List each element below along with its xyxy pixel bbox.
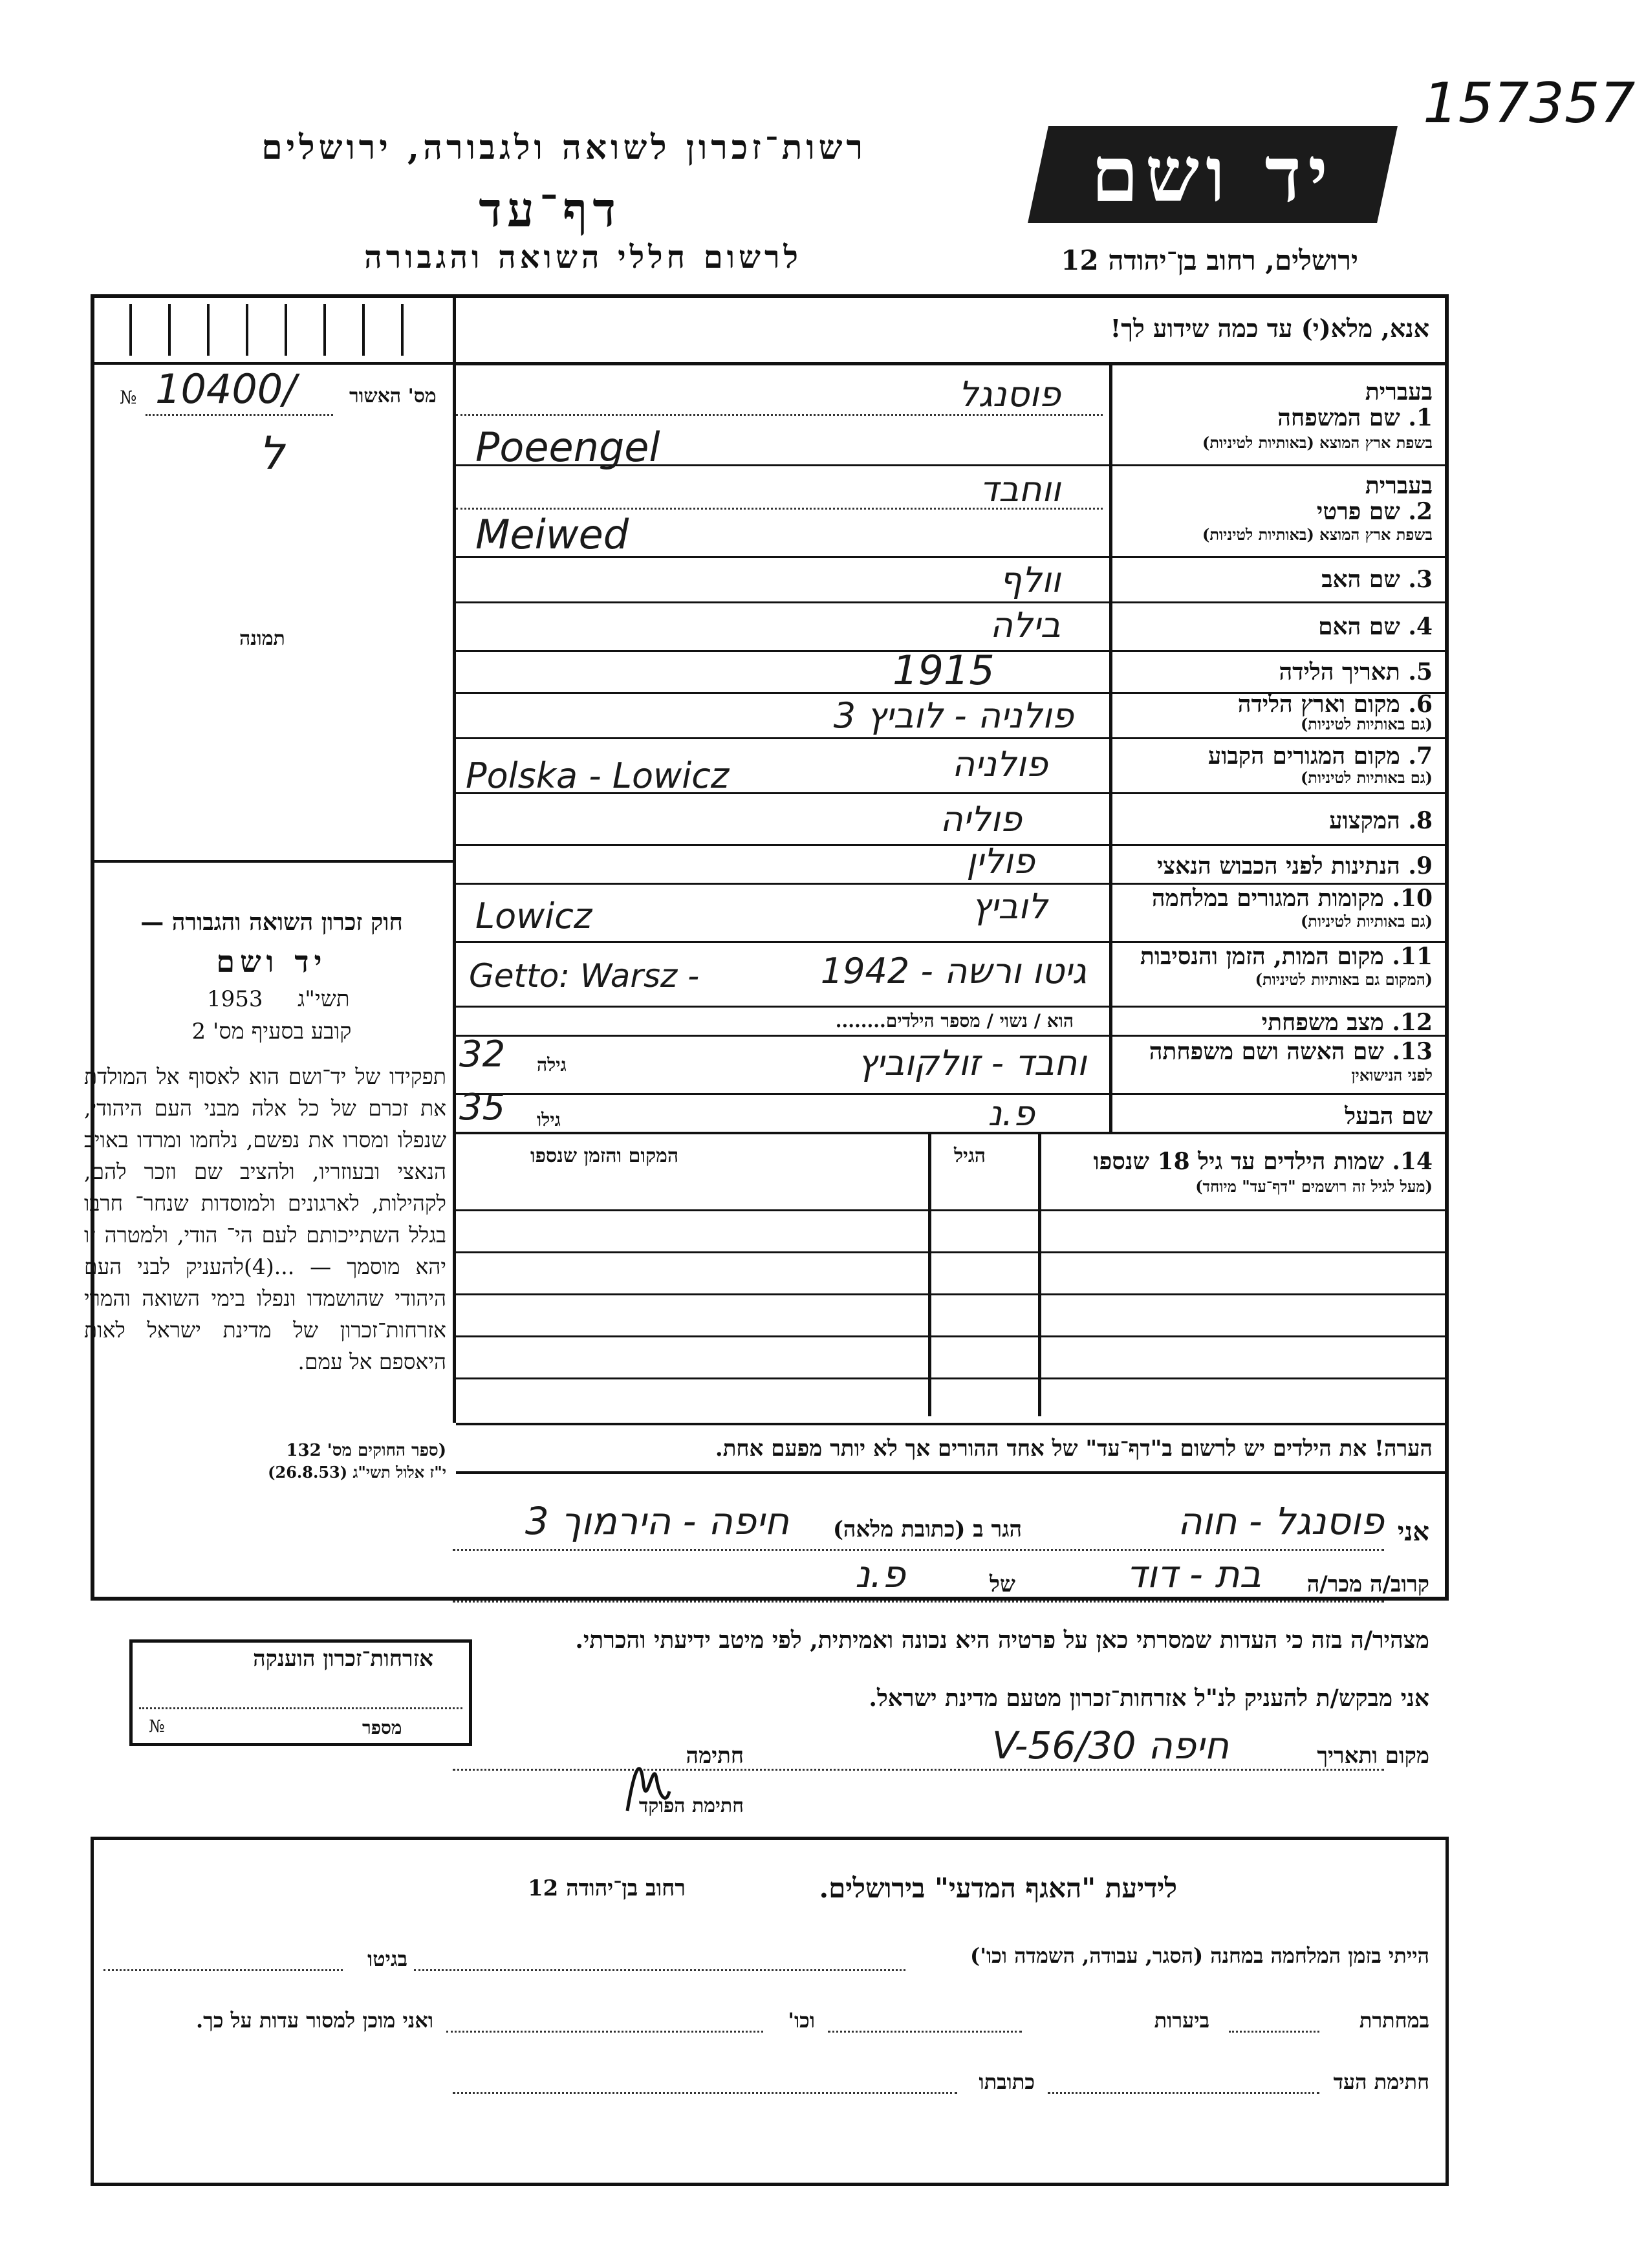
row-divider (456, 737, 1449, 739)
law-section: קובע בסעיף מס' 2 (191, 1019, 352, 1044)
approval-label: מס' האשור (349, 385, 437, 407)
field-label-surname: 1. שם המשפחה (1277, 404, 1433, 431)
children-row (456, 1209, 1449, 1211)
citizenship: פולין (966, 841, 1035, 881)
box-tick (129, 304, 132, 356)
signature-label: חתימה (686, 1743, 744, 1769)
children-title: 14. שמות הילדים עד גיל 18 שנספו (1093, 1148, 1433, 1175)
declarant-address: חיפה - הירמוך 3 (525, 1499, 789, 1543)
bottom-line2-field-c (446, 2031, 763, 2033)
birth-date: 1915 (893, 647, 995, 694)
children-row (456, 1335, 1449, 1337)
approval-divider (91, 362, 453, 365)
bottom-line3-b: כתובתו (979, 2069, 1035, 2094)
relation-label: קרוב/ה מכר/ה (1306, 1571, 1429, 1597)
logo-text: יד ושם (1090, 129, 1335, 219)
law-year: 1953 (207, 986, 263, 1012)
children-col-divider (928, 1132, 931, 1416)
request: אני מבקש/ת להעניק לנ"ל אזרחות־זכרון מטעם מדינת ישראל. (869, 1685, 1429, 1712)
children-note: הערה! את הילדים יש לרשום ב"דף־עד" של אחד ההורים אך לא יותר מפעם אחת. (715, 1436, 1433, 1462)
birthplace: פולניה - לוביץ 3 (833, 695, 1074, 736)
bottom-line2-a: במחתרת (1359, 2008, 1429, 2033)
husband-age-label: גילו (537, 1109, 561, 1130)
approval-line (146, 414, 333, 416)
officer-signature (621, 1746, 673, 1817)
row-divider (456, 1132, 1449, 1134)
bottom-line2-field-b (828, 2031, 1022, 2033)
of-label: של (990, 1571, 1015, 1597)
commemoration-title: אזרחות־זכרון הוענקה (253, 1646, 433, 1672)
bottom-line2-c: וכו' (788, 2008, 815, 2033)
husband-name: פ.נ (988, 1093, 1035, 1134)
marital-status: הוא / נשוי / מספר הילדים........ (835, 1010, 1074, 1031)
field-label-birthplace: 6. מקום וארץ הלידה (1237, 691, 1433, 718)
field-label-father: 3. שם האב (1321, 566, 1433, 593)
commemoration-number-prefix: № (149, 1717, 165, 1736)
surname-latin: Poeengel (475, 424, 660, 471)
husband-age: 35 (459, 1086, 506, 1129)
children-row (456, 1377, 1449, 1379)
declarant-line (453, 1549, 1384, 1551)
place-date-value: חיפה 30/V-56 (991, 1723, 1229, 1767)
note-divider (456, 1471, 1449, 1474)
wartime-residence-latin: Lowicz (475, 896, 592, 936)
box-tick (401, 304, 404, 356)
bottom-line1-b: בגיטו (367, 1947, 407, 1971)
box-tick (362, 304, 365, 356)
row-divider (456, 1006, 1449, 1008)
children-place-col: המקום והזמן שנספו (530, 1145, 679, 1167)
wife-age-label: גילה (537, 1054, 567, 1075)
death-latin: Getto: Warsz - (469, 957, 700, 995)
children-sub: (מעל לגיל זה רושמים "דף־עד" מיוחד) (1195, 1177, 1433, 1196)
bottom-address: רחוב בן־יהודה 12 (527, 1875, 686, 1901)
row-divider (456, 601, 1449, 603)
law-text: תפקידו של יד־ושם הוא לאסוף אל המולדת את זכרם של כל אלה מבני העם היהודי, שנפלו ומסרו את נפשם, נלחמו ומרדו באויב הנאצי ובעוזריו, ולהציב שם וזכר להם, לקהילות, לארגונים ולמוסדות שנחר־ חרבו בגלל השתייכותם לעם הי־ הודי, ולמטרה זו יהא מוסמך — ...(4)להעניק לבני העם היהודי שהושמדו ונפלו בימי השואה והמרי אזרחות־זכרון של מדינת ישראל לאות היאספם אל עמם. (84, 1064, 446, 1374)
statement: מצהיר/ה בזה כי העדות שמסרתי כאן על פרטיה היא נכונה ואמיתית, לפי מיטב ידיעתי והכרתי. (575, 1626, 1429, 1654)
first-name-hebrew: ווחבד (979, 469, 1061, 510)
field-label-wartime-residence: 10. מקומות המגורים במלחמה (1151, 885, 1433, 912)
lang-he-2: בעברית (1365, 472, 1433, 499)
profession: פוליה (940, 799, 1022, 839)
father-name: וולף (999, 559, 1061, 600)
surname-line (456, 414, 1103, 416)
instruction-divider (453, 362, 1449, 365)
of-value: פ.נ (855, 1552, 905, 1596)
page-title: דף־עד (479, 182, 621, 238)
wife-name: וחבד - זולקוביץ (857, 1042, 1087, 1083)
bottom-line2-d: ואני מוכן למסור עדות על כך. (195, 2008, 433, 2033)
children-bottom (456, 1423, 1449, 1425)
bottom-title: לידיעת "האגף המדעי" בירושלים. (819, 1872, 1177, 1904)
relation-line (453, 1601, 1384, 1603)
instruction: אנא, מלא(י) עד כמה שידוע לך! (1110, 314, 1429, 343)
reference-number: 157357 (1423, 71, 1635, 136)
field-label-wife: 13. שם האשה ושם משפחתה (1149, 1038, 1433, 1065)
declarant-name: פוסנגל - חוה (1177, 1499, 1384, 1543)
residence-hebrew: פולניה (951, 744, 1048, 784)
bottom-line3-a: חתימת העד (1333, 2069, 1429, 2094)
box-tick (168, 304, 171, 356)
label-column-divider (1109, 362, 1112, 1132)
field-sub-wife: לפני הנישואין (1351, 1066, 1433, 1085)
authority-name: רשות־זכרון לשואה ולגבורה, ירושלים (261, 128, 867, 167)
children-row (456, 1293, 1449, 1295)
field-label-residence: 7. מקום המגורים הקבוע (1207, 742, 1433, 770)
address: ירושלים, רחוב בן־יהודה 12 (1061, 244, 1358, 276)
field-label-mother: 4. שם האם (1318, 613, 1433, 640)
law-name: יד ושם (216, 944, 327, 979)
photo-divider (91, 860, 453, 863)
wife-age: 32 (459, 1033, 506, 1075)
lang-he-1: בעברית (1365, 378, 1433, 405)
children-age-col: הגיל (954, 1145, 986, 1167)
mother-name: בילה (990, 605, 1061, 645)
bottom-line2-b: ביערות (1154, 2008, 1209, 2033)
law-citation-date: י"ז אלול תשי"ג (26.8.53) (268, 1463, 446, 1482)
box-tick (246, 304, 248, 356)
commemoration-number-label: מספר (362, 1717, 402, 1738)
field-label-marital: 12. מצב משפחתי (1261, 1009, 1433, 1036)
bottom-line1-a: הייתי בזמן המלחמה במחנה (הסגר, עבודה, השמדה וכו') (970, 1943, 1429, 1968)
bottom-line2-field-a (1229, 2031, 1319, 2033)
residence-latin: Polska - Lowicz (466, 755, 730, 796)
law-title: חוק זכרון השואה והגבורה — (140, 909, 403, 936)
bottom-line1-end (103, 1969, 343, 1971)
relation-value: בת - דוד (1126, 1552, 1261, 1596)
bottom-line3-field-a (1048, 2092, 1319, 2094)
box-tick (323, 304, 326, 356)
children-col-divider (1038, 1132, 1041, 1416)
row-divider (456, 1093, 1449, 1095)
death-hebrew: גיטו ורשה - 1942 (820, 951, 1087, 991)
law-year-he: תשי"ג (298, 986, 350, 1012)
box-tick (207, 304, 210, 356)
box-tick (285, 304, 287, 356)
signature-line (453, 1769, 1384, 1771)
first-name-latin: Meiwed (475, 511, 629, 558)
resides-label: הגר ב (כתובת מלאה) (832, 1517, 1022, 1542)
row-divider (456, 844, 1449, 846)
surname-hebrew: פוסנגל (958, 374, 1061, 415)
field-label-husband: שם הבעל (1345, 1103, 1433, 1130)
law-citation: (ספר החוקים מס' 132 (286, 1441, 446, 1460)
place-date-label: מקום ותאריך (1317, 1743, 1429, 1769)
commemoration-line (139, 1707, 462, 1709)
field-sub-birthplace: (גם באותיות לטיניות) (1300, 715, 1433, 733)
bottom-line3-field-b (453, 2092, 957, 2094)
field-label-citizenship: 9. הנתינות לפני הכבוש הנאצי (1156, 852, 1433, 880)
yad-vashem-logo (1028, 126, 1398, 223)
page-subtitle: לרשום חללי השואה והגבורה (364, 239, 802, 275)
left-column-divider (453, 294, 456, 1423)
field-label-death: 11. מקום המות, הזמן והנסיבות (1140, 943, 1433, 970)
field-sub-wartime-residence: (גם באותיות לטיניות) (1300, 912, 1433, 931)
children-row (456, 1251, 1449, 1253)
field-sub-death: (המקום גם באותיות לטיניות) (1255, 970, 1433, 989)
first-name-line (456, 508, 1103, 510)
bottom-line1-field (414, 1969, 905, 1971)
approval-prefix: № (120, 387, 137, 408)
declaration-ani: אני (1397, 1517, 1429, 1547)
approval-number: 10400/ (155, 365, 297, 413)
officer-label: חתימת הפוקד (638, 1795, 744, 1817)
field-sub-first-name: בשפת ארץ המוצא (באותיות לטיניות) (1202, 525, 1433, 544)
field-label-profession: 8. המקצוע (1329, 807, 1433, 834)
photo-label: תמונה (239, 627, 285, 650)
field-label-birth-date: 5. תאריך הלידה (1279, 658, 1433, 686)
field-sub-residence: (גם באותיות לטיניות) (1300, 768, 1433, 787)
approval-mark: ל (259, 427, 285, 480)
wartime-residence-hebrew: לוביץ (971, 886, 1048, 927)
field-label-first-name: 2. שם פרטי (1316, 498, 1433, 525)
field-sub-surname: בשפת ארץ המוצא (באותיות לטיניות) (1202, 433, 1433, 452)
